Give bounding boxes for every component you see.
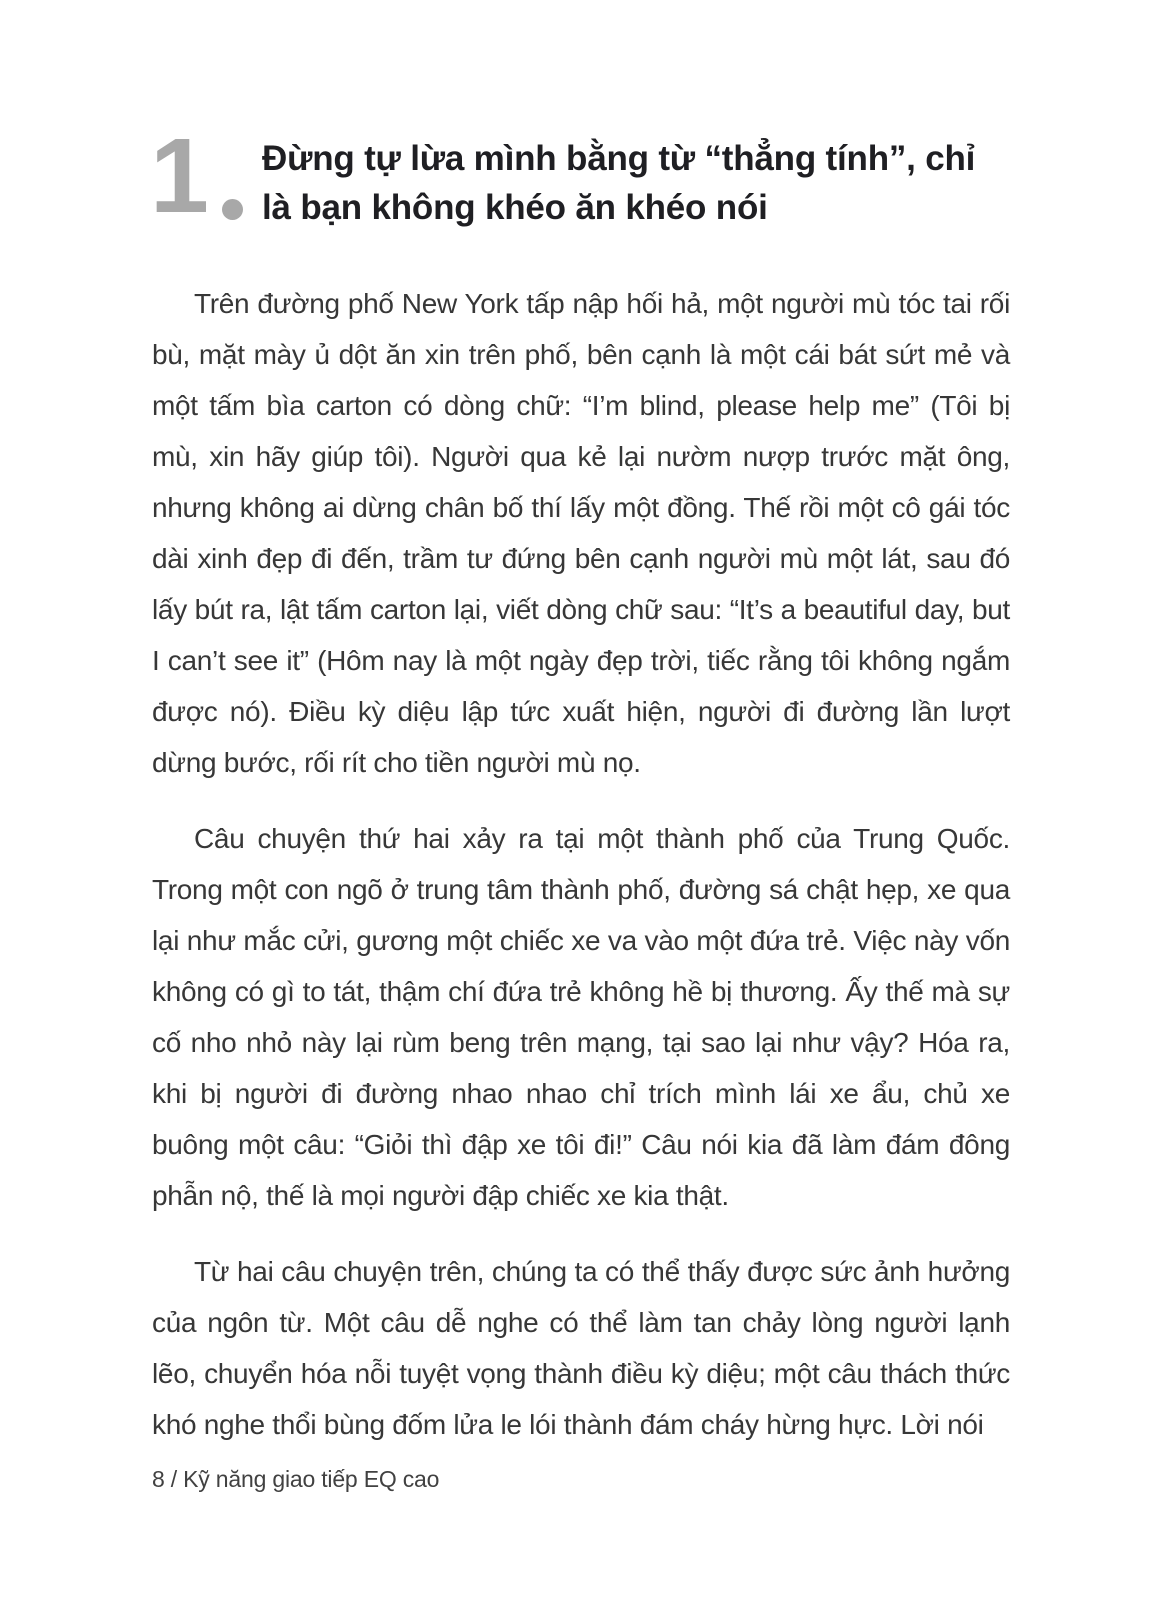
chapter-number-digit: 1	[150, 117, 207, 235]
chapter-title: Đừng tự lừa mình bằng từ “thẳng tính”, chỉ là bạn không khéo ăn khéo nói	[262, 139, 976, 227]
chapter-number-dot	[222, 199, 243, 220]
page-body	[152, 278, 1010, 1450]
chapter-header	[150, 117, 1010, 235]
paragraph-3: Từ hai câu chuyện trên, chúng ta có thể thấy được sức ảnh hưởng của ngôn từ. Một câu dễ nghe có thể làm tan chảy lòng người lạnh lẽo, chuyển hóa nỗi tuyệt vọng thành điều kỳ diệu; một câu thách thức khó nghe thổi bùng đốm lửa le lói thành đám cháy hừng hực. Lời nói	[152, 1256, 1010, 1440]
page-footer-text: 8 / Kỹ năng giao tiếp EQ cao	[152, 1466, 440, 1492]
chapter-number	[150, 117, 262, 235]
paragraph-2: Câu chuyện thứ hai xảy ra tại một thành phố của Trung Quốc. Trong một con ngõ ở trung tâm thành phố, đường sá chật hẹp, xe qua lại như mắc cửi, gương một chiếc xe va vào một đứa trẻ. Việc này vốn không có gì to tát, thậm chí đứa trẻ không hề bị thương. Ấy thế mà sự cố nho nhỏ này lại rùm beng trên mạng, tại sao lại như vậy? Hóa ra, khi bị người đi đường nhao nhao chỉ trích mình lái xe ẩu, chủ xe buông một câu: “Giỏi thì đập xe tôi đi!” Câu nói kia đã làm đám đông phẫn nộ, thế là mọi người đập chiếc xe kia thật.	[152, 823, 1010, 1211]
paragraph-1: Trên đường phố New York tấp nập hối hả, một người mù tóc tai rối bù, mặt mày ủ dột ăn xin trên phố, bên cạnh là một cái bát sứt mẻ và một tấm bìa carton có dòng chữ: “I’m blind, please help me” (Tôi bị mù, xin hãy giúp tôi). Người qua kẻ lại nườm nượp trước mặt ông, nhưng không ai dừng chân bố thí lấy một đồng. Thế rồi một cô gái tóc dài xinh đẹp đi đến, trầm tư đứng bên cạnh người mù một lát, sau đó lấy bút ra, lật tấm carton lại, viết dòng chữ sau: “It’s a beautiful day, but I can’t see it” (Hôm nay là một ngày đẹp trời, tiếc rằng tôi không ngắm được nó). Điều kỳ diệu lập tức xuất hiện, người đi đường lần lượt dừng bước, rối rít cho tiền người mù nọ.	[152, 288, 1010, 778]
page-footer	[152, 1466, 439, 1493]
